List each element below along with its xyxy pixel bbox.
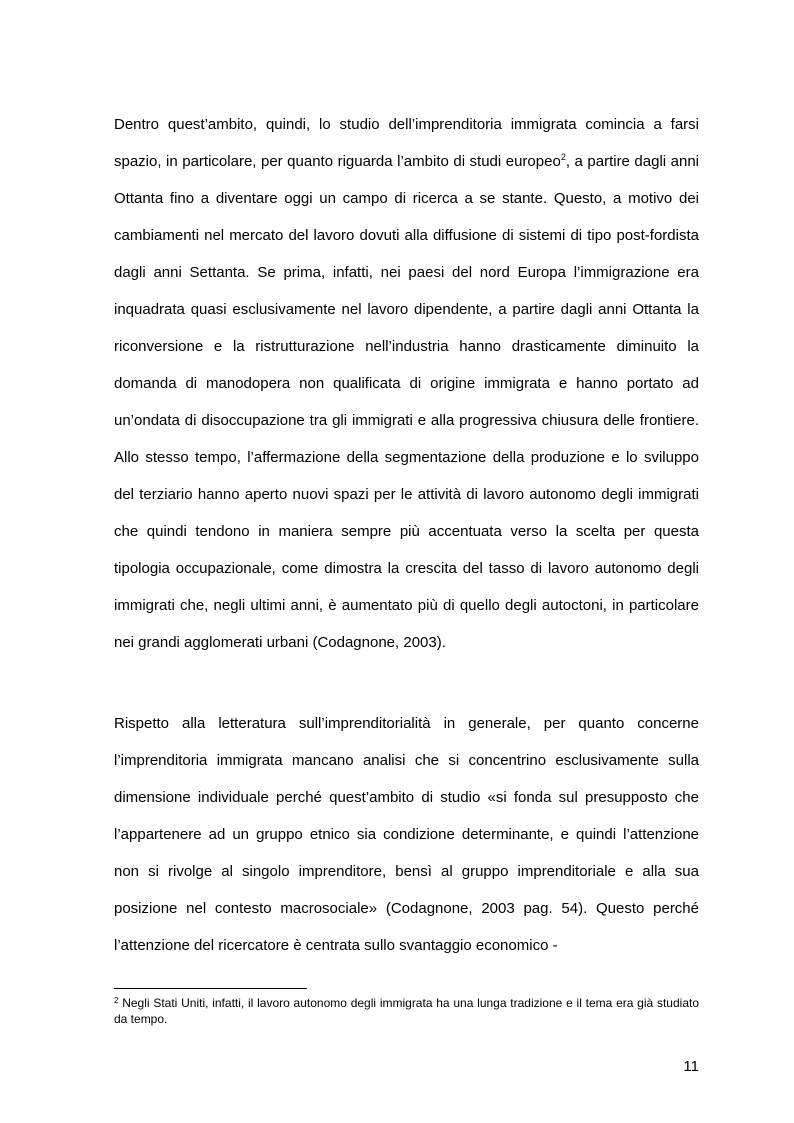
body-paragraph-2: Rispetto alla letteratura sull’imprenditorialità in generale, per quanto concerne l’imprenditoria immigrata mancano analisi che si concentrino esclusivamente sulla dimensione individuale perché quest’ambito di studio «si fonda sul presupposto che l’appartenere ad un gruppo etnico sia condizione determinante, e quindi l’attenzione non si rivolge al singolo imprenditore, bensì al gruppo imprenditoriale e alla sua posizione nel contesto macrosociale» (Codagnone, 2003 pag. 54). Questo perché l’attenzione del ricercatore è centrata sullo svantaggio economico - [114,715,699,954]
page-number: 11 [683,1058,699,1075]
body-paragraph-1 [114,106,699,661]
footnote-2 [114,995,699,1027]
paragraph-1-text-before-note: Dentro quest’ambito, quindi, lo studio dell’imprenditoria immigrata comincia a farsi spazio, in particolare, per quanto riguarda l’ambito di studi europeo [114,116,699,170]
footnote-separator [114,988,307,989]
paragraph-1-text-after-note: , a partire dagli anni Ottanta fino a diventare oggi un campo di ricerca a se stante. Questo, a motivo dei cambiamenti nel mercato del lavoro dovuti alla diffusione di sistemi di tipo post-fordista dagli anni Settanta. Se prima, infatti, nei paesi del nord Europa l’immigrazione era inquadrata quasi esclusivamente nel lavoro dipendente, a partire dagli anni Ottanta la riconversione e la ristrutturazione nell’industria hanno drasticamente diminuito la domanda di manodopera non qualificata di origine immigrata e hanno portato ad un’ondata di disoccupazione tra gli immigrati e alla progressiva chiusura delle frontiere. Allo stesso tempo, l’affermazione della segmentazione della produzione e lo sviluppo del terziario hanno aperto nuovi spazi per le attività di lavoro autonomo degli immigrati che quindi tendono in maniera sempre più accentuata verso la scelta per questa tipologia occupazionale, come dimostra la crescita del tasso di lavoro autonomo degli immigrati che, negli ultimi anni, è aumentato più di quello degli autoctoni, in particolare nei grandi agglomerati urbani (Codagnone, 2003). [114,153,699,651]
footnote-number: 2 [114,996,119,1005]
footnote-reference-2: 2 [560,152,566,162]
footnote-text: Negli Stati Uniti, infatti, il lavoro autonomo degli immigrata ha una lunga tradizione e il tema era già studiato da tempo. [114,996,699,1026]
